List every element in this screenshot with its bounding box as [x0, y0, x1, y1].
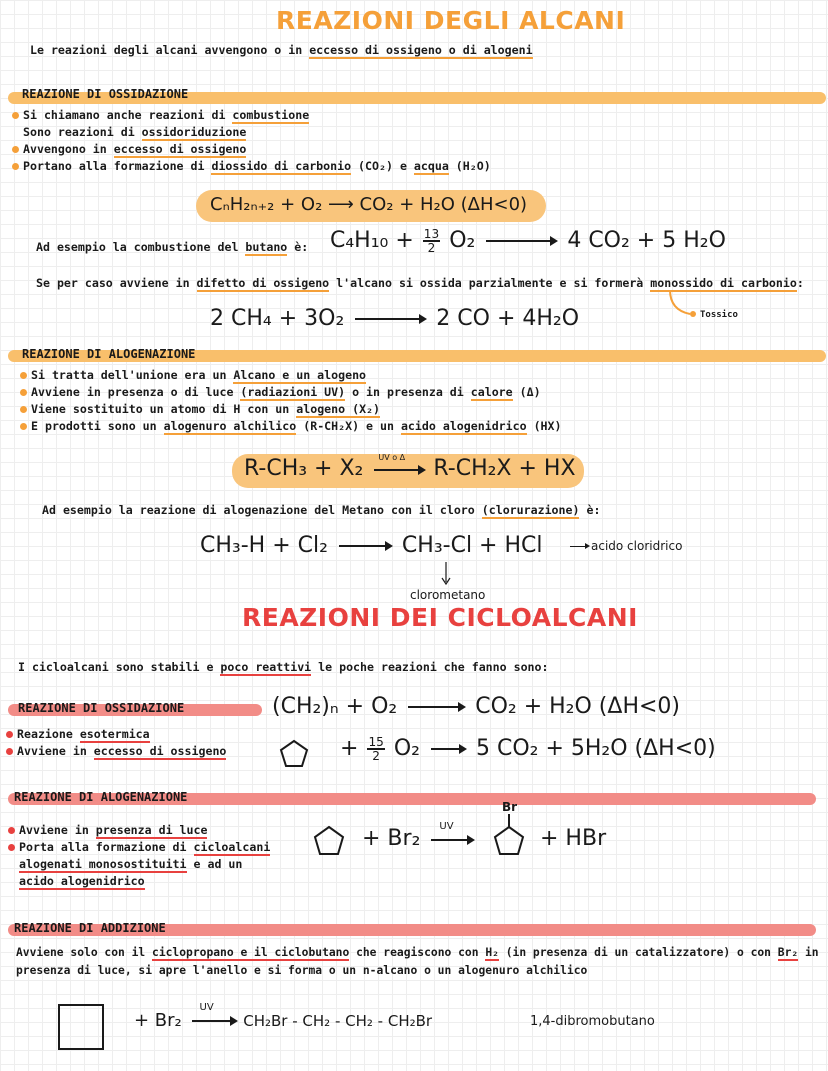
defect-text: Se per caso avviene in difetto di ossigeno l'alcano si ossida parzialmente e si formerà monossido di carbonio: [36, 276, 804, 290]
list-item: Avviene in presenza o di luce (radiazioni UV) o in presenza di calore (Δ) [20, 384, 562, 401]
fraction: $\frac{15}{2}$ [368, 735, 384, 764]
example-butano-text: Ad esempio la combustione del butano è: [36, 240, 309, 254]
list-item: alogenati monosostituiti e ad un [19, 857, 243, 871]
list-item: Portano alla formazione di diossido di carbonio (CO₂) e acqua (H₂O) [12, 158, 491, 175]
fraction: $\frac{13}{2}$ [423, 227, 440, 256]
reaction-arrow [192, 1020, 236, 1022]
tossico-label: Tossico [700, 310, 738, 320]
clorometano-label: clorometano [410, 588, 486, 602]
down-arrow-icon [440, 562, 452, 588]
alogenazione-list [20, 367, 562, 435]
list-item: Reazione esotermica [6, 726, 226, 743]
section-header-alogenazione-ciclo: REAZIONE DI ALOGENAZIONE [14, 790, 188, 804]
reaction-condition: UV [199, 1002, 214, 1013]
list-item: Si tratta dell'unione era un Alcano e un alogeno [20, 367, 562, 384]
reaction-condition: UV [439, 821, 454, 832]
list-item: Avviene in eccesso di ossigeno [6, 743, 226, 760]
reaction-condition: UV o Δ [378, 453, 406, 462]
list-item: acido alogenidrico [19, 874, 145, 888]
addizione-text-line1: Avviene solo con il ciclopropano e il ciclobutano che reagiscono con H₂ (in presenza di un catalizzatore) o con Br₂ in [16, 946, 819, 959]
equation-addizione: + Br₂ UV CH₂Br - CH₂ - CH₂ - CH₂Br [134, 1002, 433, 1031]
cicloalcani-title: REAZIONI DEI CICLOALCANI [242, 603, 638, 632]
list-item: Viene sostituito un atomo di H con un alogeno (X₂) [20, 401, 562, 418]
cicloalcani-intro: I cicloalcani sono stabili e poco reattivi le poche reazioni che fanno sono: [18, 660, 549, 674]
equation-general-combustion: CₙH₂ₙ₊₂ + O₂ ⟶ CO₂ + H₂O (ΔH<0) [196, 190, 546, 222]
reaction-arrow [355, 318, 425, 320]
arrow-icon [570, 546, 588, 547]
reaction-arrow [431, 839, 473, 841]
ossidazione-list [12, 107, 491, 175]
cyclopentane-icon [312, 824, 346, 858]
reaction-arrow [431, 748, 465, 750]
alogenazione-ciclo-list [8, 822, 270, 890]
equation-ciclopentano-combustion: + $\frac{15}{2}$ O₂ 5 CO₂ + 5H₂O (ΔH<0) [340, 735, 716, 764]
ossidazione-ciclo-list [6, 726, 226, 760]
equation-ciclo-combustion-general: (CH₂)ₙ + O₂ CO₂ + H₂O (ΔH<0) [272, 694, 680, 719]
reaction-arrow [339, 545, 391, 547]
list-item: Sono reazioni di ossidoriduzione [23, 125, 247, 139]
section-header-addizione: REAZIONE DI ADDIZIONE [14, 921, 166, 935]
list-item: Si chiamano anche reazioni di combustione [12, 107, 491, 124]
equation-ciclo-halogenation: + Br₂ UV [362, 826, 475, 851]
acido-cloridrico-label: acido cloridrico [570, 539, 682, 553]
list-item: Avvengono in eccesso di ossigeno [12, 141, 491, 158]
page-title: REAZIONI DEGLI ALCANI [276, 6, 626, 35]
list-item: Porta alla formazione di cicloalcani [8, 839, 270, 856]
section-header-ossidazione-ciclo: REAZIONE DI OSSIDAZIONE [18, 701, 185, 715]
addizione-text-line2: presenza di luce, si apre l'anello e si forma o un n-alcano o un alogenuro alchilico [16, 964, 588, 977]
equation-halogenation-general: R-CH₃ + X₂ UV o Δ R-CH₂X + HX [232, 454, 584, 488]
cyclopentane-icon [278, 738, 310, 770]
reaction-arrow [374, 469, 424, 471]
equation-metano-combustion: 2 CH₄ + 3O₂ 2 CO + 4H₂O [210, 306, 580, 331]
reaction-arrow [408, 706, 464, 708]
equation-butano: C₄H₁₀ + $\frac{13}{2}$ O₂ 4 CO₂ + 5 H₂O [330, 227, 726, 256]
equation-ciclo-halogenation-product: + HBr [540, 826, 607, 851]
product-name: 1,4-dibromobutano [530, 1014, 655, 1029]
list-item: E prodotti sono un alogenuro alchilico (R-CH₂X) e un acido alogenidrico (HX) [20, 418, 562, 435]
reaction-arrow [486, 240, 556, 242]
bromocyclopentane-icon [492, 812, 526, 860]
equation-clorurazione: CH₃-H + Cl₂ CH₃-Cl + HCl [200, 533, 543, 558]
br-substituent-label: Br [502, 800, 518, 814]
example-metano-text: Ad esempio la reazione di alogenazione del Metano con il cloro (clorurazione) è: [42, 503, 601, 517]
intro-text: Le reazioni degli alcani avvengono o in eccesso di ossigeno o di alogeni [30, 43, 533, 57]
list-item: Avviene in presenza di luce [8, 822, 270, 839]
cyclobutane-icon [58, 1004, 104, 1050]
section-header-ossidazione: REAZIONE DI OSSIDAZIONE [22, 87, 189, 101]
section-header-alogenazione: REAZIONE DI ALOGENAZIONE [22, 347, 196, 361]
